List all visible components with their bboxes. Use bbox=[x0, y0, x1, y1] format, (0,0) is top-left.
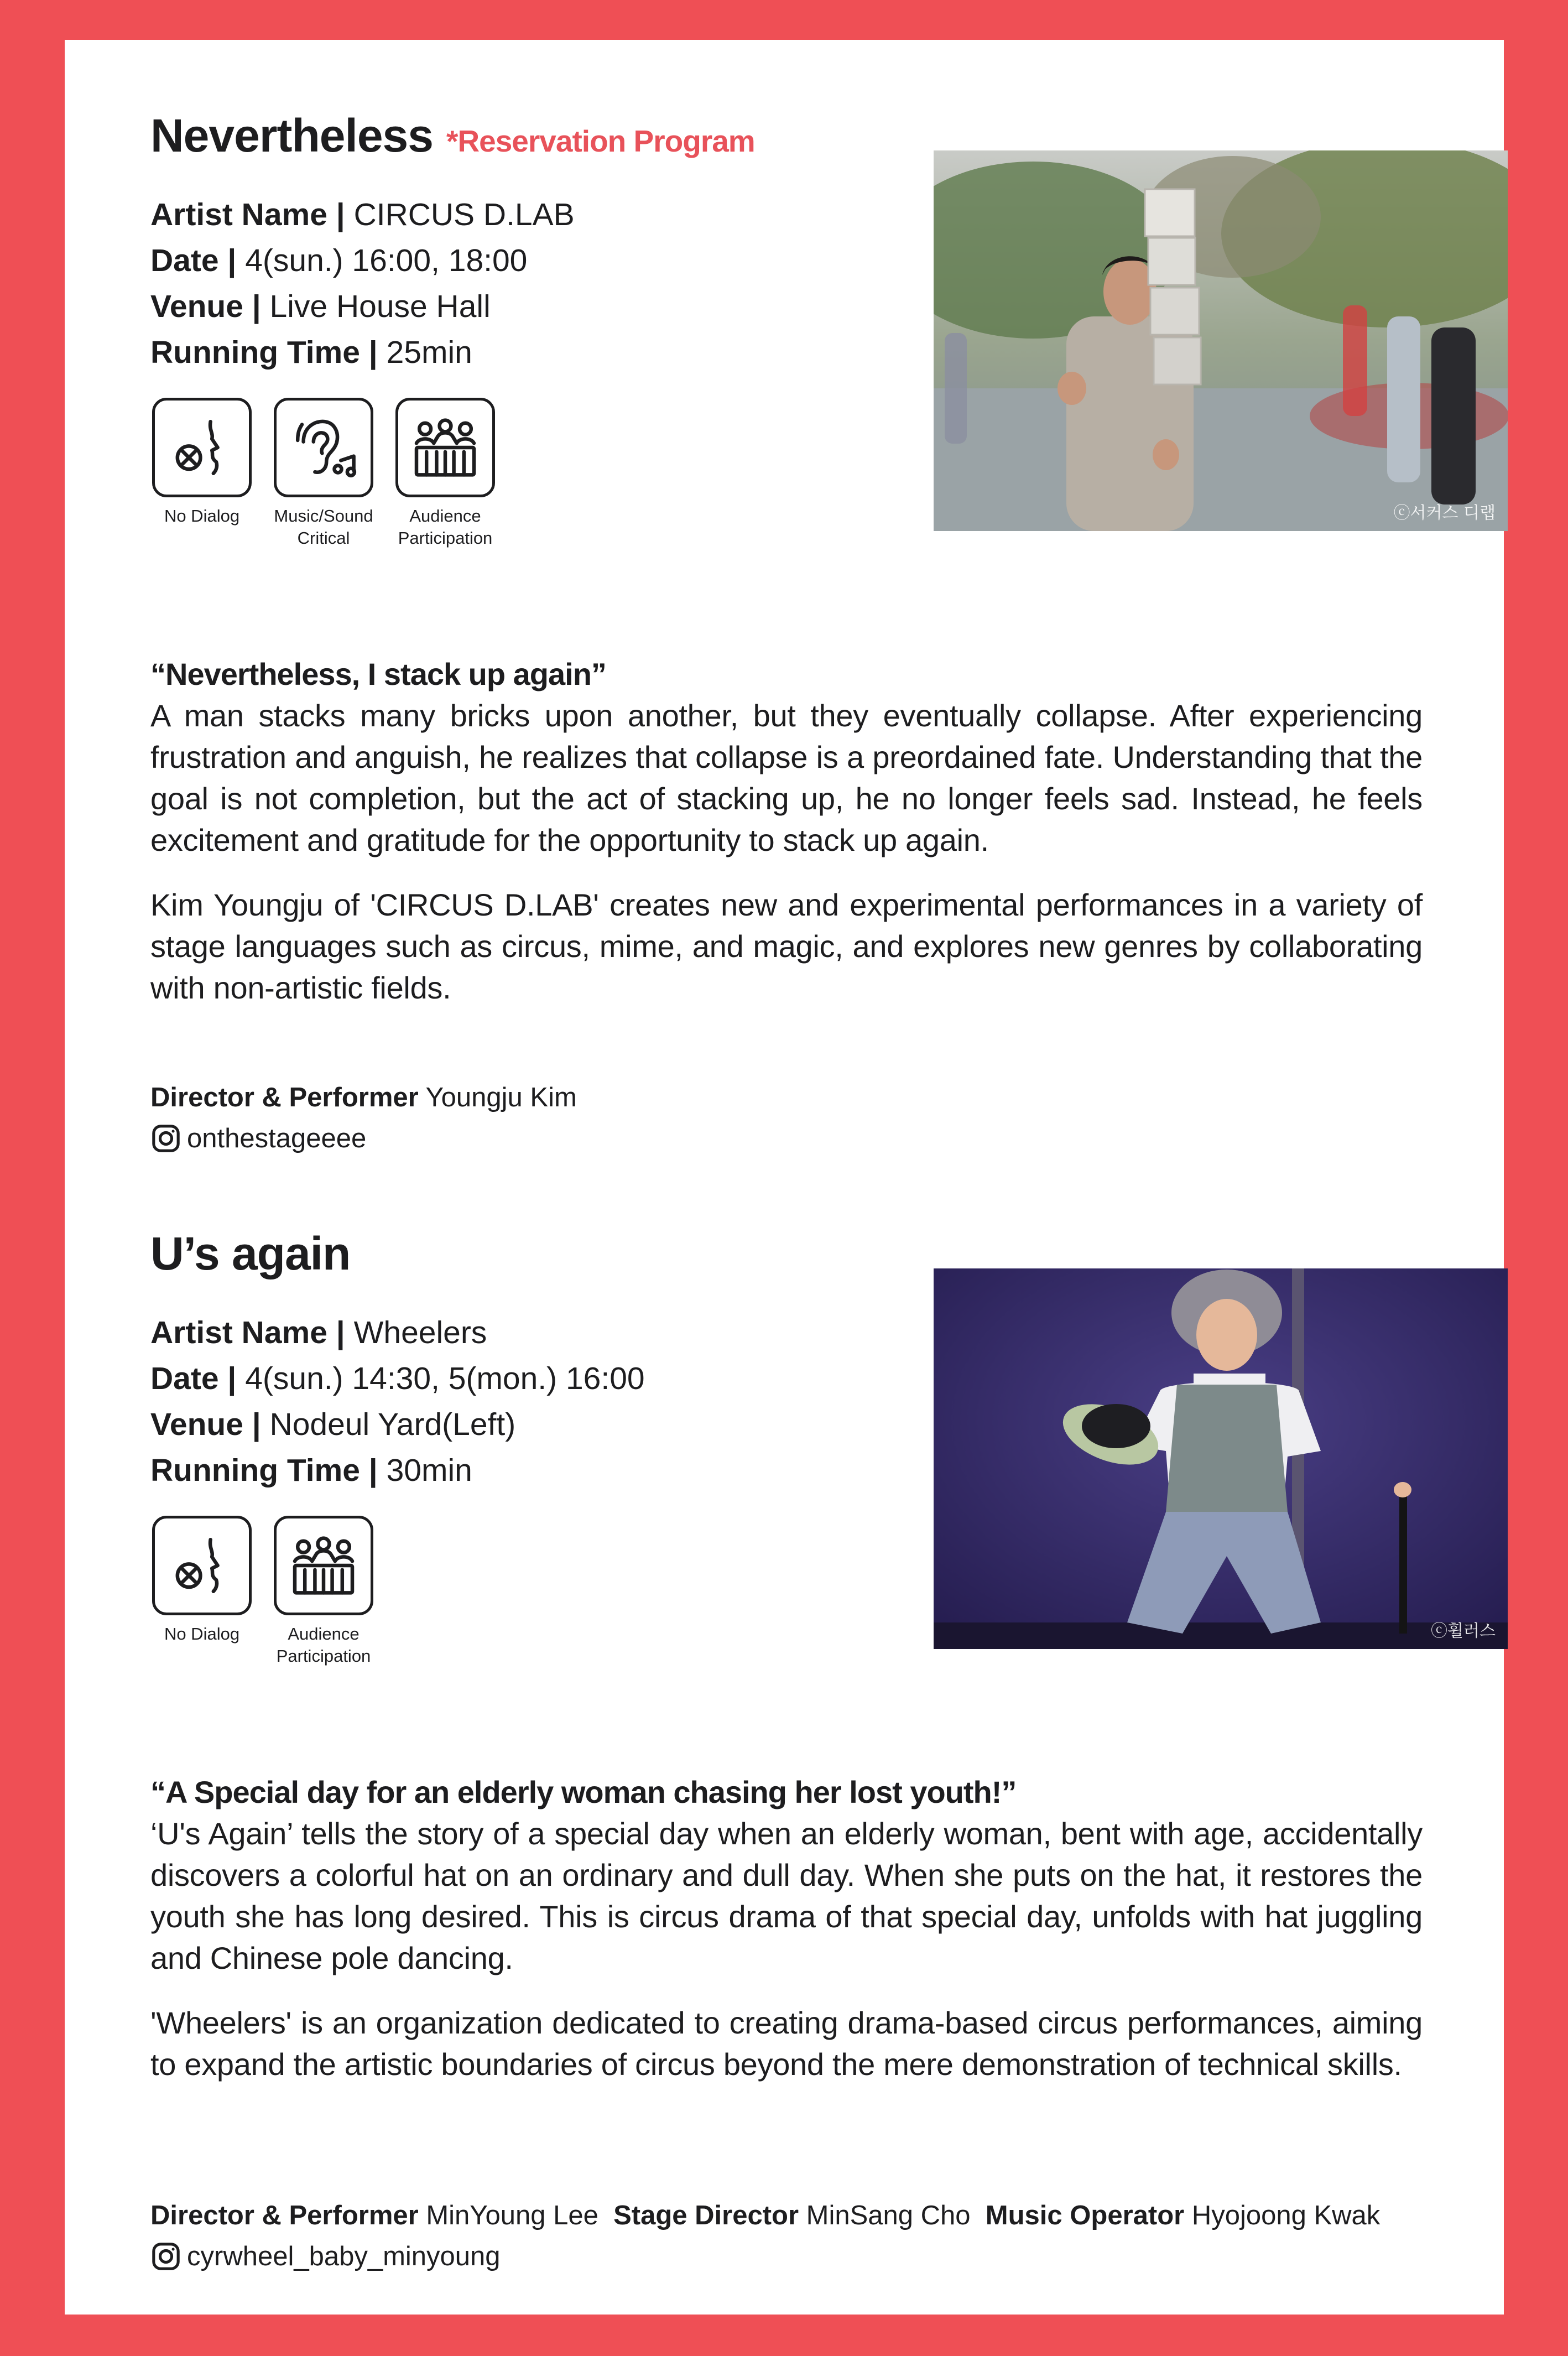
performance-photo-juggler bbox=[934, 150, 1508, 531]
description-block bbox=[150, 654, 1423, 1008]
credit-role: Director & Performer bbox=[150, 2201, 419, 2230]
credits-block bbox=[150, 1077, 577, 1159]
info-key: Artist Name | bbox=[150, 197, 345, 232]
credit-line bbox=[150, 1077, 577, 1118]
icon-label-line: Audience bbox=[288, 1624, 360, 1644]
performance-title: Nevertheless bbox=[150, 110, 433, 162]
icon-label bbox=[272, 505, 375, 549]
description-block bbox=[150, 1772, 1423, 2085]
info-key: Running Time | bbox=[150, 335, 378, 370]
credits-block bbox=[150, 2195, 1380, 2277]
info-key: Date | bbox=[150, 243, 237, 278]
icon-label-line: Audience bbox=[409, 506, 481, 526]
info-key: Venue | bbox=[150, 289, 261, 324]
icon-item-music-sound bbox=[272, 398, 375, 549]
info-value: 4(sun.) 14:30, 5(mon.) 16:00 bbox=[245, 1361, 645, 1396]
artist-paragraph: 'Wheelers' is an organization dedicated to creating drama-based circus performances, aiming to expand the artistic boundaries of circus beyond the mere demonstration of technical skills. bbox=[150, 2005, 1423, 2082]
credit-role: Music Operator bbox=[985, 2201, 1185, 2230]
info-value: 30min bbox=[386, 1453, 472, 1488]
performance-quote: “Nevertheless, I stack up again” bbox=[150, 657, 606, 691]
icon-label-line: Participation bbox=[398, 528, 493, 548]
instagram-icon bbox=[150, 1123, 181, 1154]
credit-role: Stage Director bbox=[613, 2201, 799, 2230]
performance-quote: “A Special day for an elderly woman chasing her lost youth!” bbox=[150, 1775, 1017, 1809]
info-value: Wheelers bbox=[353, 1315, 487, 1350]
info-value: 25min bbox=[386, 335, 472, 370]
credit-name: MinSang Cho bbox=[806, 2201, 971, 2230]
program-card bbox=[65, 40, 1504, 2315]
info-value: Nodeul Yard(Left) bbox=[269, 1407, 516, 1442]
artist-paragraph: Kim Youngju of 'CIRCUS D.LAB' creates new and experimental performances in a variety of stage languages such as circus, mime, and magic, and explores new genres by collaborating with non-artistic fields. bbox=[150, 887, 1423, 1005]
icon-label bbox=[272, 1623, 375, 1667]
audience-participation-icon bbox=[395, 398, 495, 497]
music-sound-icon bbox=[274, 398, 373, 497]
icon-item-audience-participation bbox=[272, 1516, 375, 1667]
info-value: CIRCUS D.LAB bbox=[353, 197, 575, 232]
icon-label-line: Participation bbox=[276, 1646, 371, 1666]
no-dialog-icon bbox=[152, 398, 252, 497]
performance-title: U’s again bbox=[150, 1228, 351, 1280]
credit-name: Hyojoong Kwak bbox=[1191, 2201, 1381, 2230]
instagram-handle: onthestageeee bbox=[187, 1124, 367, 1153]
description-paragraph: A man stacks many bricks upon another, but they eventually collapse. After experiencing frustration and anguish, he realizes that collapse is a preordained fate. Understanding that the goal is not completion, but the act of stacking up, he no longer feels sad. Instead, he feels excitement and gratitude for the opportunity to stack up again. bbox=[150, 698, 1423, 857]
icon-label: No Dialog bbox=[164, 1624, 240, 1644]
info-key: Running Time | bbox=[150, 1453, 378, 1488]
info-key: Venue | bbox=[150, 1407, 261, 1442]
info-value: Live House Hall bbox=[269, 289, 491, 324]
icon-label: No Dialog bbox=[164, 506, 240, 526]
icon-label-line: Music/Sound bbox=[274, 506, 373, 526]
description-paragraph: ‘U's Again’ tells the story of a special day when an elderly woman, bent with age, accidentally discovers a colorful hat on an ordinary and dull day. When she puts on the hat, it restores the youth she has long desired. This is circus drama of that special day, unfolds with hat juggling and Chinese pole dancing. bbox=[150, 1816, 1423, 1975]
no-dialog-icon bbox=[152, 1516, 252, 1615]
info-key: Date | bbox=[150, 1361, 237, 1396]
instagram-icon bbox=[150, 2241, 181, 2272]
photo-credit: ⓒ휠러스 bbox=[1431, 1621, 1496, 1641]
credit-line bbox=[150, 2195, 1380, 2236]
icon-item-audience-participation bbox=[394, 398, 497, 549]
icon-label bbox=[394, 505, 497, 549]
instagram-link[interactable] bbox=[150, 1118, 577, 1159]
credit-name: Youngju Kim bbox=[425, 1083, 577, 1112]
reservation-tag: *Reservation Program bbox=[446, 124, 755, 158]
icon-label-line: Critical bbox=[297, 528, 350, 548]
instagram-handle: cyrwheel_baby_minyoung bbox=[187, 2241, 501, 2271]
photo-credit: ⓒ서커스 디랩 bbox=[1393, 503, 1496, 523]
icon-item-no-dialog bbox=[150, 1516, 253, 1667]
performance-nevertheless bbox=[150, 109, 1496, 1153]
performance-photo-hat-juggler bbox=[934, 1268, 1508, 1649]
performance-us-again bbox=[150, 1227, 1496, 2271]
info-key: Artist Name | bbox=[150, 1315, 345, 1350]
info-value: 4(sun.) 16:00, 18:00 bbox=[245, 243, 528, 278]
credit-role: Director & Performer bbox=[150, 1083, 419, 1112]
instagram-link[interactable] bbox=[150, 2236, 1380, 2277]
audience-participation-icon bbox=[274, 1516, 373, 1615]
credit-name: MinYoung Lee bbox=[426, 2201, 598, 2230]
icon-item-no-dialog bbox=[150, 398, 253, 549]
